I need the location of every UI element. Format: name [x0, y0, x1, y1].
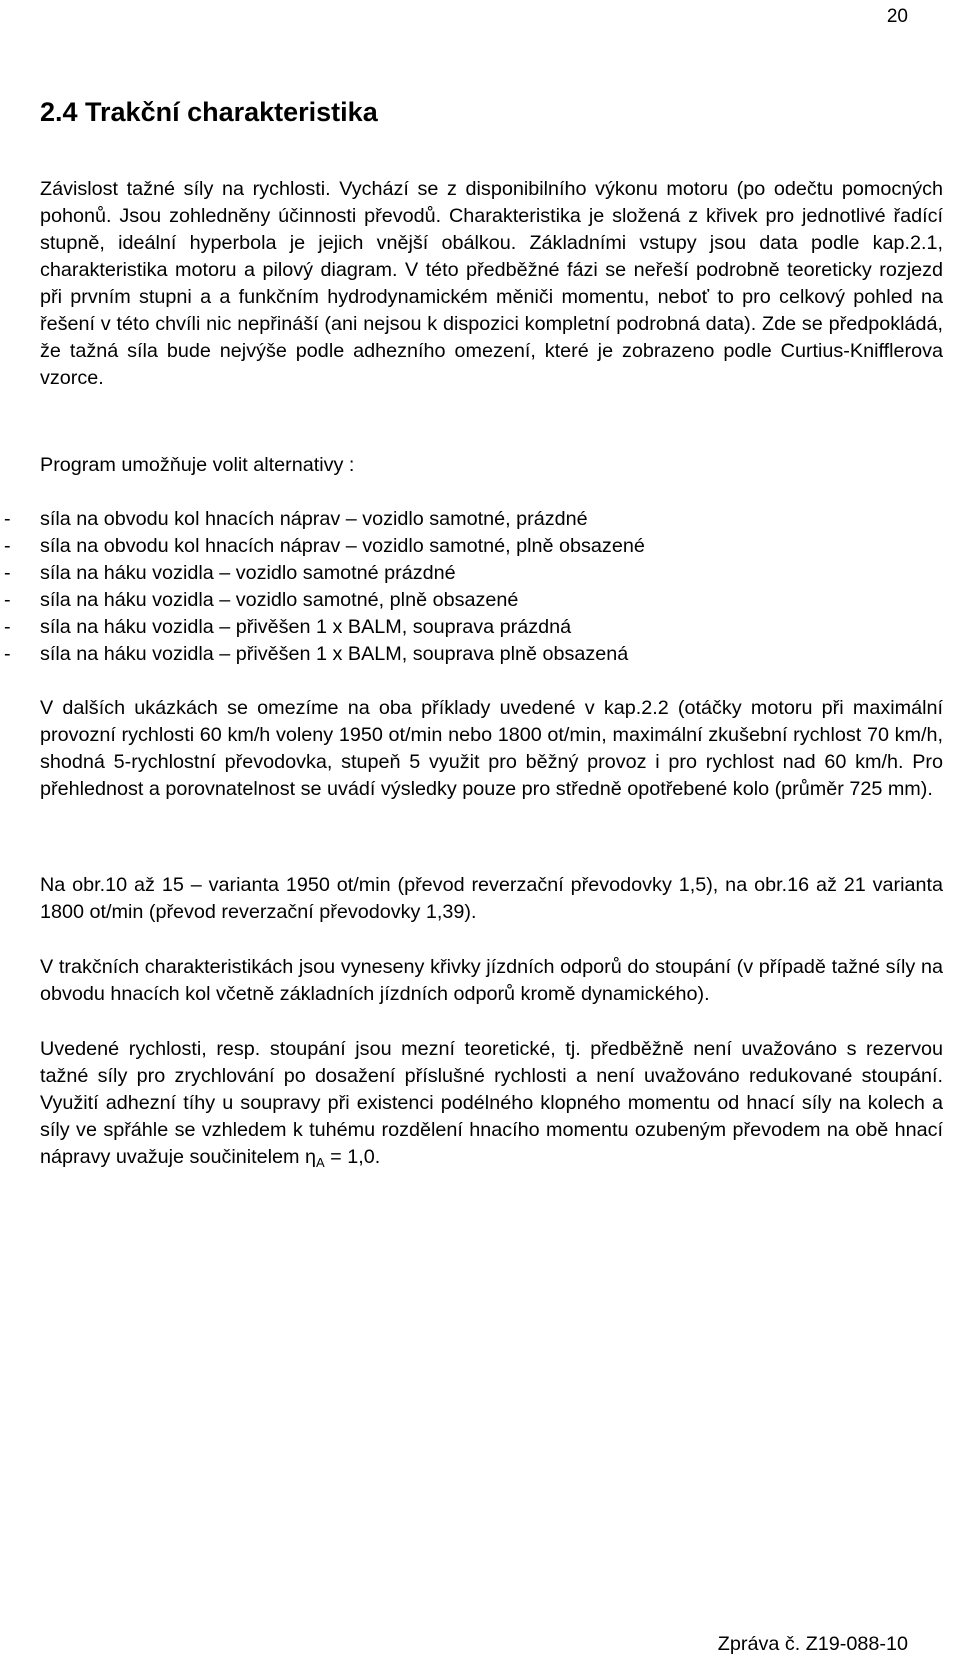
- limits-paragraph: [40, 1036, 943, 1176]
- page-number: 20: [886, 6, 908, 27]
- list-dash: -: [4, 616, 11, 638]
- list-item: [0, 641, 900, 668]
- intro-paragraph: Závislost tažné síly na rychlosti. Vychází se z disponibilního výkonu motoru (po odečtu pomocných pohonů. Jsou zohledněny účinnosti převodů. Charakteristika je složená z křivek pro jednotlivé řadící stupně, ideální hyperbola je jejich vnější obálkou. Základními vstupy jsou data podle kap.2.1, charakteristika motoru a pilový diagram. V této předběžné fázi se neřeší podrobně teoreticky rozjezd při prvním stupni a a funkčním hydrodynamickém měniči momentu, neboť to pro celkový pohled na řešení v této chvíli nic nepřináší (ani nejsou k dispozici kompletní podrobná data). Zde se předpokládá, že tažná síla bude nejvýše podle adhezního omezení, které je zobrazeno podle Curtius-Knifflerova vzorce.: [40, 178, 943, 389]
- alternatives-list: [0, 506, 900, 668]
- list-item-text: síla na háku vozidla – přivěšen 1 x BALM, souprava plně obsazená: [40, 643, 629, 665]
- section-heading: 2.4 Trakční charakteristika: [40, 97, 378, 127]
- list-item: [0, 560, 900, 587]
- list-dash: -: [4, 508, 11, 530]
- list-dash: -: [4, 535, 11, 557]
- list-item-text: síla na háku vozidla – vozidlo samotné, plně obsazené: [40, 589, 519, 611]
- examples-paragraph: V dalších ukázkách se omezíme na oba příklady uvedené v kap.2.2 (otáčky motoru při maximální provozní rychlosti 60 km/h voleny 1950 ot/min nebo 1800 ot/min, maximální zkušební rychlost 70 km/h, shodná 5-rychlostní převodovka, stupeň 5 využit pro běžný provoz i pro rychlost nad 60 km/h. Pro přehlednost a porovnatelnost se uvádí výsledky pouze pro středně opotřebené kolo (průměr 725 mm).: [40, 697, 943, 800]
- list-item-text: síla na háku vozidla – vozidlo samotné prázdné: [40, 562, 456, 584]
- list-item: [0, 587, 900, 614]
- list-item: [0, 614, 900, 641]
- list-dash: -: [4, 643, 11, 665]
- list-dash: -: [4, 562, 11, 584]
- list-item-text: síla na obvodu kol hnacích náprav – vozidlo samotné, prázdné: [40, 508, 588, 530]
- list-item-text: síla na obvodu kol hnacích náprav – vozidlo samotné, plně obsazené: [40, 535, 645, 557]
- list-item: [0, 506, 900, 533]
- eta-subscript: A: [316, 1155, 325, 1170]
- figures-paragraph: Na obr.10 až 15 – varianta 1950 ot/min (převod reverzační převodovky 1,5), na obr.16 až 21 varianta 1800 ot/min (převod reverzační převodovky 1,39).: [40, 874, 943, 923]
- list-item: [0, 533, 900, 560]
- list-item-text: síla na háku vozidla – přivěšen 1 x BALM, souprava prázdná: [40, 616, 572, 638]
- alternatives-intro: Program umožňuje volit alternativy :: [40, 454, 355, 476]
- report-footer: Zpráva č. Z19-088-10: [717, 1633, 908, 1655]
- resistance-paragraph: V trakčních charakteristikách jsou vyneseny křivky jízdních odporů do stoupání (v případě tažné síly na obvodu hnacích kol včetně základních jízdních odporů kromě dynamického).: [40, 956, 943, 1005]
- list-dash: -: [4, 589, 11, 611]
- limits-paragraph-value: = 1,0.: [324, 1146, 381, 1168]
- limits-paragraph-text: Uvedené rychlosti, resp. stoupání jsou mezní teoretické, tj. předběžně není uvažováno s rezervou tažné síly pro zrychlování po dosažení příslušné rychlosti a není uvažováno redukované stoupání. Využití adhezní tíhy u soupravy při existenci podélného klopného momentu od hnací síly na kolech a síly ve spřáhle se vzhledem k tuhému rozdělení hnacího momentu ozubeným převodem na obě hnací nápravy uvažuje součinitelem η: [40, 1038, 943, 1168]
